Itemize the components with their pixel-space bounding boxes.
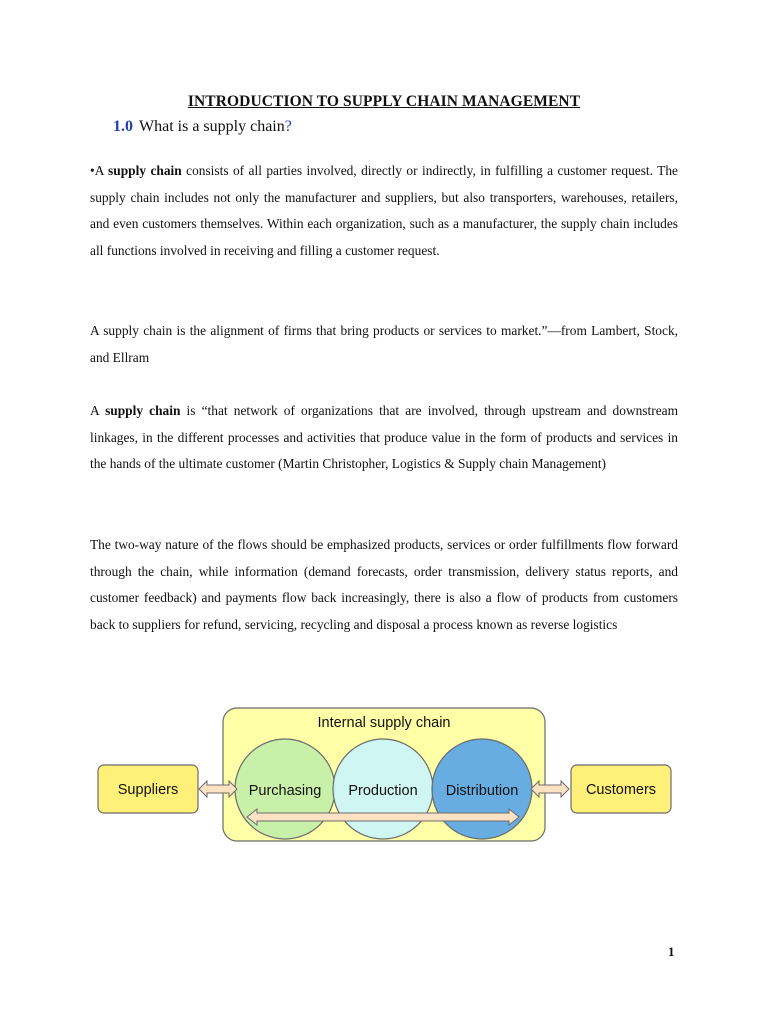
section-heading	[113, 118, 292, 136]
container-label: Internal supply chain	[317, 715, 451, 731]
page-number: 1	[668, 944, 675, 959]
term-supply-chain: supply chain	[105, 403, 181, 418]
document-title: INTRODUCTION TO SUPPLY CHAIN MANAGEMENT	[187, 93, 581, 110]
paragraph-text: consists of all parties involved, directly or indirectly, in fulfilling a customer request. The supply chain includes not only the manufacturer and suppliers, but also transporters, warehouses, retailers, and even customers themselves. Within each organization, such as a manufacturer, the supply chain includes all functions involved in receiving and filling a customer request.	[90, 163, 678, 258]
bullet: •A	[90, 163, 109, 178]
paragraph-quote-lambert: A supply chain is the alignment of firms that bring products or services to market.”—from Lambert, Stock, and Ellram	[90, 323, 678, 365]
customers-label: Customers	[585, 782, 657, 798]
paragraph-two-way-flows: The two-way nature of the flows should be emphasized products, services or order fulfillments flow forward through the chain, while information (demand forecasts, order transmission, delivery status reports, and customer feedback) and payments flow back increasingly, there is also a flow of products from customers back to suppliers for refund, servicing, recycling and disposal a process known as reverse logistics	[90, 537, 678, 632]
double-arrow-right	[531, 781, 569, 797]
section-heading-text: What is a supply chain	[139, 118, 285, 135]
double-arrow-left	[199, 781, 237, 797]
supply-chain-diagram	[95, 705, 675, 845]
term-supply-chain: supply chain	[108, 163, 182, 178]
section-heading-qmark: ?	[284, 118, 292, 135]
suppliers-label: Suppliers	[117, 782, 179, 798]
paragraph-christopher	[90, 398, 678, 478]
distribution-label: Distribution	[445, 783, 519, 799]
production-label: Production	[348, 783, 418, 799]
paragraph-lead: A	[90, 403, 106, 418]
paragraph-text: is “that network of organizations that are involved, through upstream and downstream linkages, in the different processes and activities that produce value in the form of products and services in the hands of the ultimate customer (Martin Christopher, Logistics & Supply chain Management)	[90, 403, 678, 472]
section-number: 1.0	[113, 118, 133, 135]
purchasing-label: Purchasing	[248, 783, 322, 799]
paragraph-definition	[90, 158, 678, 264]
